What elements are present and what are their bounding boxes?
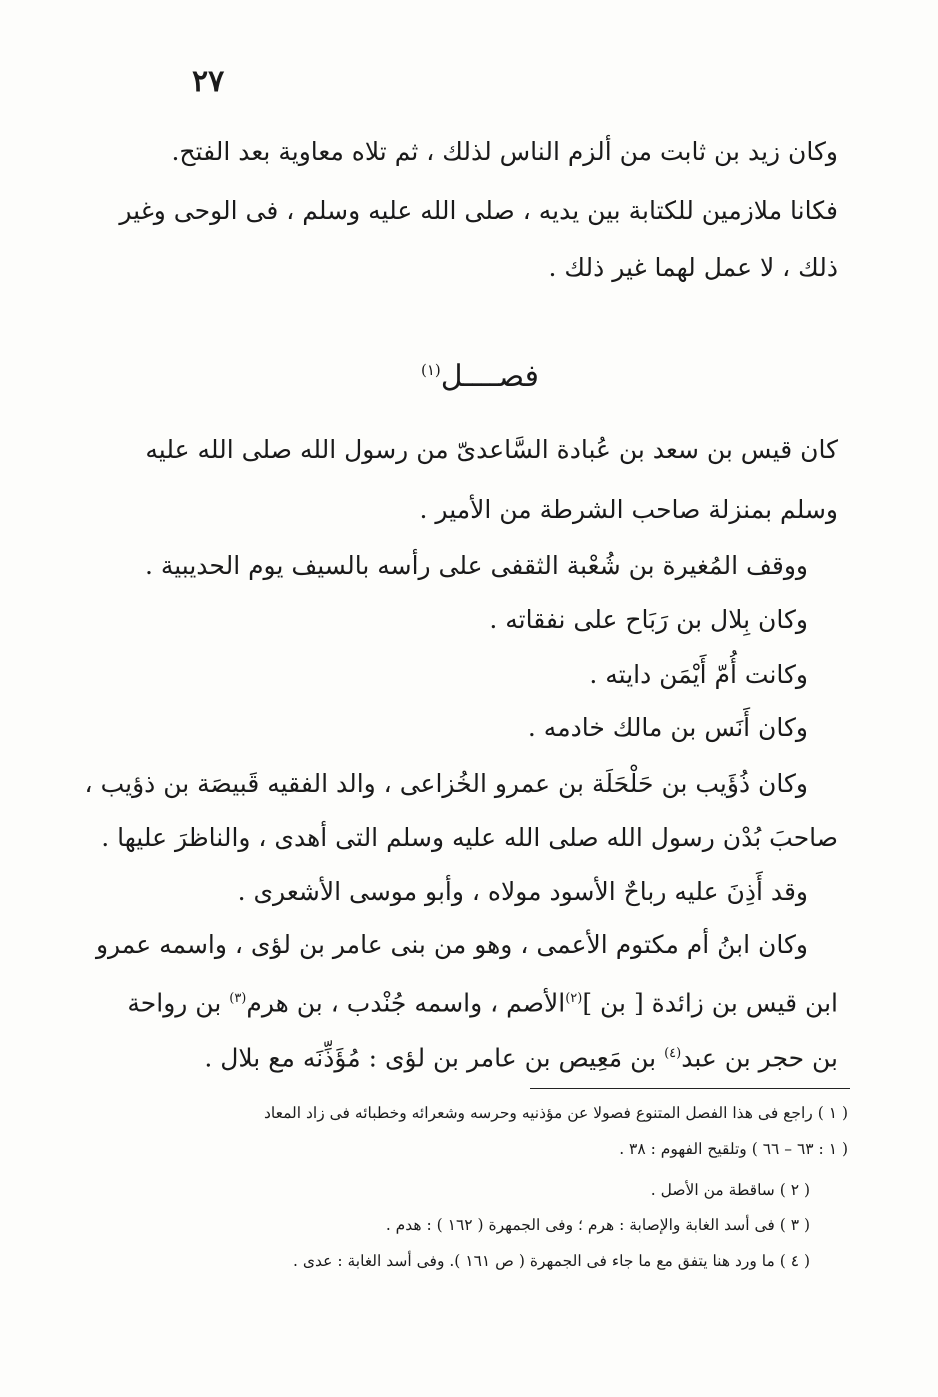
body-line-3: ووقف المُغيرة بن شُعْبة الثقفى على رأسه بالسيف يوم الحديبية . <box>144 551 808 580</box>
page-number: ٢٧ <box>192 64 225 99</box>
top-paragraph-line-2: فكانا ملازمين للكتابة بين يديه ، صلى الله عليه وسلم ، فى الوحى وغير <box>119 196 838 225</box>
body-line-12 <box>204 1034 838 1074</box>
section-footnote-ref: (١) <box>420 361 441 379</box>
top-paragraph-line-3: ذلك ، لا عمل لهما غير ذلك . <box>548 253 838 282</box>
section-heading <box>380 350 580 397</box>
body-line-11-part-1: ابن قيس بن زائدة [ بن ] <box>582 988 838 1018</box>
body-line-12-part-2: بن مَعِيص بن عامر بن لؤى : مُؤَذِّنَه مع بلال . <box>204 1043 665 1073</box>
body-line-11 <box>127 979 838 1019</box>
footnote-1-line-2: ( ١ : ٦٣ – ٦٦ ) وتلقيح الفهوم : ٣٨ . <box>619 1140 848 1158</box>
footnote-4: ( ٤ ) ما ورد هنا يتفق مع ما جاء فى الجمهرة ( ص ١٦١ ). وفى أسد الغابة : عدى . <box>293 1252 810 1270</box>
body-line-12-part-1: بن حجر بن عبد <box>681 1043 838 1073</box>
footnote-ref-4: (٤) <box>664 1046 682 1061</box>
footnote-ref-3: (٣) <box>229 991 247 1006</box>
footnote-ref-2: (٢) <box>565 991 583 1006</box>
body-line-9: وقد أَذِنَ عليه رباحٌ الأسود مولاه ، وأبو موسى الأشعرى . <box>237 877 808 906</box>
footnote-3: ( ٣ ) فى أسد الغابة والإصابة : هرم ؛ وفى الجمهرة ( ١٦٢ ) : هدم . <box>385 1216 810 1234</box>
body-line-11-part-3: بن رواحة <box>127 988 230 1018</box>
body-line-4: وكان بِلال بن رَبَاح على نفقاته . <box>489 605 808 634</box>
body-line-8: صاحبَ بُدْن رسول الله صلى الله عليه وسلم التى أهدى ، والناظرَ عليها . <box>101 823 838 852</box>
footnote-2: ( ٢ ) ساقطة من الأصل . <box>650 1181 810 1199</box>
footnote-1-line-1: ( ١ ) راجع فى هذا الفصل المتنوع فصولا عن مؤذنيه وحرسه وشعرائه وخطبائه فى زاد المعاد <box>263 1104 848 1122</box>
body-line-6: وكان أَنَس بن مالك خادمه . <box>527 713 808 742</box>
top-paragraph-line-1: وكان زيد بن ثابت من ألزم الناس لذلك ، ثم تلاه معاوية بعد الفتح. <box>171 137 838 166</box>
body-line-1: كان قيس بن سعد بن عُبادة السَّاعدىّ من رسول الله صلى الله عليه <box>145 435 838 464</box>
body-line-7: وكان ذُؤَيب بن حَلْحَلَة بن عمرو الخُزاعى ، والد الفقيه قَبيصَة بن ذؤيب ، <box>84 769 808 798</box>
section-title: فصــــل <box>440 359 539 394</box>
body-line-11-part-2: الأصم ، واسمه جُنْدب ، بن هرم <box>246 988 566 1018</box>
footnote-divider <box>530 1088 850 1089</box>
body-line-5: وكانت أُمّ أَيْمَن دايته . <box>589 660 808 689</box>
body-line-2: وسلم بمنزلة صاحب الشرطة من الأمير . <box>419 495 838 524</box>
body-line-10: وكان ابنُ أم مكتوم الأعمى ، وهو من بنى عامر بن لؤى ، واسمه عمرو <box>95 930 808 959</box>
